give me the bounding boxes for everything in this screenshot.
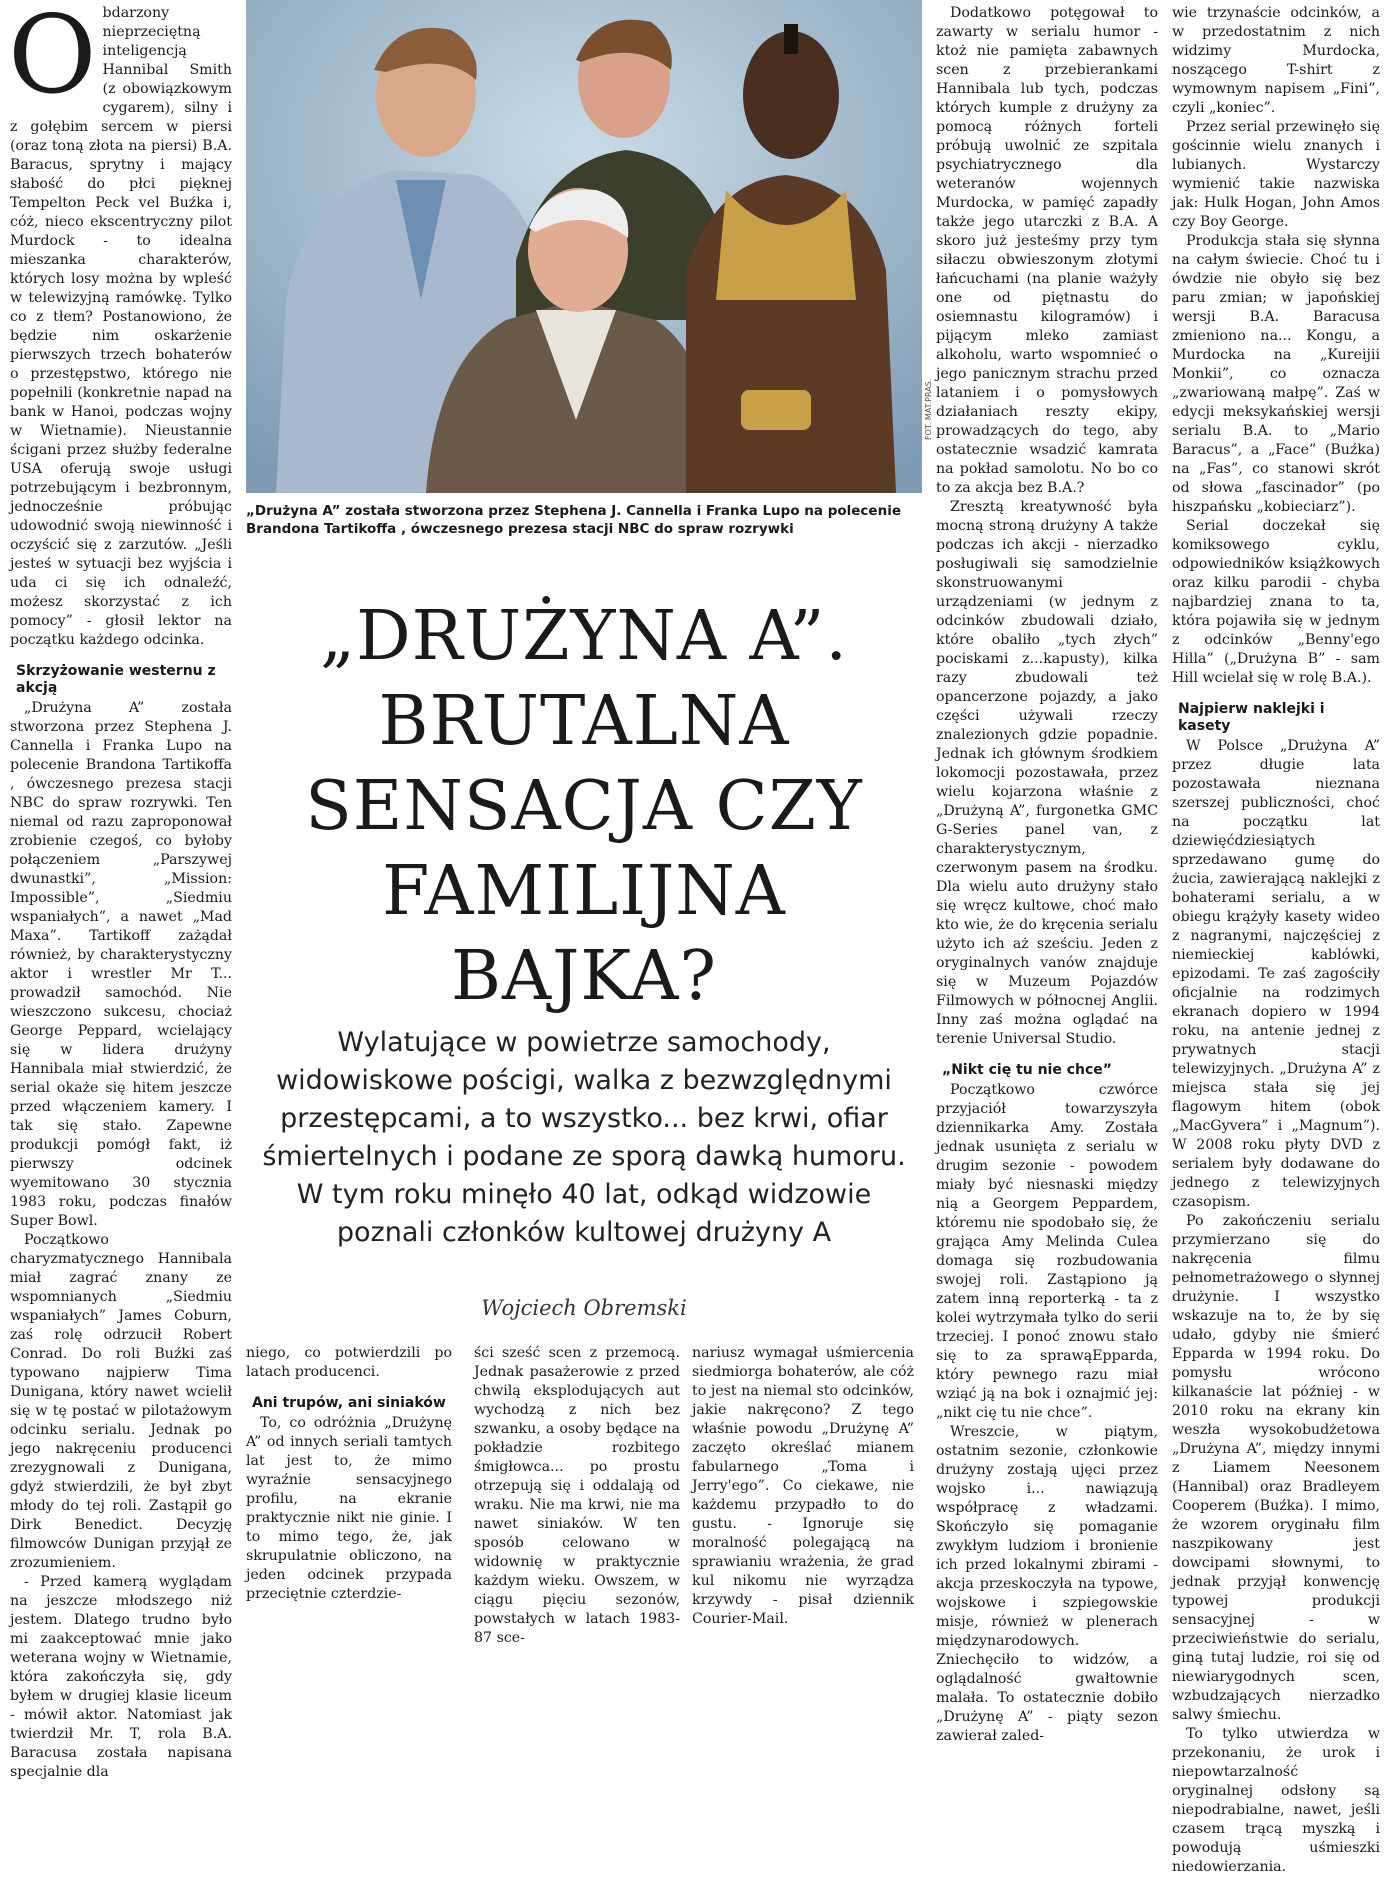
paragraph: To, co odróżnia „Drużynę A” od innych seriali tamtych lat jest to, że mimo wyraźnie sensacyjnego profilu, na ekranie praktycznie nikt nie ginie. I to mimo tego, że, jak skrupulatnie obliczono, na jeden odcinek przypada przeciętnie czterdzie- <box>246 1415 452 1602</box>
paragraph: Zresztą kreatywność była mocną stroną drużyny A także podczas ich akcji - nierzadko posługiwali się samodzielnie skonstruowanymi urządzeniami (w jednym z odcinków zbudowali działo, które obaliło „tych złych” pociskami z...kapusty), kilka razy zbudowali też opancerzone pojazdy, a jako części używali rzeczy znalezionych gdzie popadnie. Jednak ich głównym środkiem lokomocji pozostawała, przez wielu kojarzona właśnie z „Drużyną A”, furgonetka GMC G-Series panel van, z charakterystycznym, czerwonym pasem na środku. Dla wielu auto drużyny stało się wręcz kultowe, choć mało kto wie, że do kręcenia serialu użyto ich aż sześciu. Jeden z oryginalnych vanów znajduje się w Muzeum Pojazdów Filmowych w północnej Anglii. Inny zaś można oglądać na terenie Universal Studio. <box>936 499 1158 1047</box>
column-6 <box>1172 4 1380 1877</box>
column-5 <box>936 4 1158 1746</box>
paragraph: W Polsce „Drużyna A” przez długie lata pozostawała nieznana szerszej publiczności, choć na początku lat dziewięćdziesiątych sprzedawano gumę do żucia, zawierającą naklejki z bohaterami serialu, a w obiegu krążyły kasety wideo z nagranymi, najczęściej z niemieckiej kablówki, epizodami. Te zaś zagościły oficjalnie na rodzimych ekranach dopiero w 1994 roku, na antenie jednej z prywatnych stacji telewizyjnych. „Drużyna A” z miejsca stała się jej flagowym hitem (obok „MacGyvera” i „Magnum”). W 2008 roku płyty DVD z serialem były dodawane do jednego z telewizyjnych czasopism. <box>1172 738 1380 1210</box>
subheading: Skrzyżowanie westernu z akcją <box>16 663 216 696</box>
intro-paragraph: Obdarzony nieprzeciętną inteligencją Hannibal Smith (z obowiązkowym cygarem), silny i z gołębim sercem w piersi (oraz toną złota na piersi) B.A. Baracus, sprytny i mający słabość do płci pięknej Tempelton Peck vel Buźka i, cóż, nieco ekscentryczny pilot Murdock - to idealna mieszanka charakterów, których losy można by wpleść w telewizyjną ramówkę. Tylko co z tłem? Postanowiono, że będzie nim oskarżenie pierwszych trzech bohaterów o przestępstwo, którego nie popełnili (konkretnie napad na bank w Hanoi, podczas wojny w Wietnamie). Nieustannie ścigani przez służby federalne USA oferują swoje usługi potrzebującym i bezbronnym, jednocześnie próbując udowodnić swoją niewinność i oczyścić się z zarzutów. „Jeśli jesteś w sytuacji bez wyjścia i uda ci się ich odnaleźć, możesz skorzystać z ich pomocy” - głosił lektor na początku każdego odcinka. <box>8 0 232 648</box>
subheading: Ani trupów, ani siniaków <box>252 1395 446 1411</box>
paragraph: wie trzynaście odcinków, a w przedostatnim z nich widzimy Murdocka, noszącego T-shirt z wymownym napisem „Fini”, czyli „koniec”. <box>1172 5 1380 116</box>
headline: „DRUŻYNA A”. BRUTALNA SENSACJA CZY FAMILIJNA BAJKA? <box>305 597 863 1016</box>
subheading: „Nikt cię tu nie chce” <box>942 1062 1112 1078</box>
lead-paragraph: Wylatujące w powietrze samochody, widowiskowe pościgi, walka z bezwzględnymi przestępcami, a to wszystko... bez krwi, ofiar śmiertelnych i podane ze sporą dawką humoru. W tym roku minęło 40 lat, odkąd widzowie poznali członków kultowej drużyny A <box>262 1027 906 1248</box>
column-4 <box>692 1344 914 1629</box>
paragraph: Początkowo charyzmatycznego Hannibala miał zagrać znany ze wspomnianych „Siedmiu wspaniałych” James Coburn, zaś rolę odrzucił Robert Conrad. Do roli Buźki zaś typowano najpierw Tima Dunigana, który nawet wcielił się w tę postać w pilotażowym odcinku serialu. Jednak po jego nakręceniu producenci zrezygnowali z Dunigana, gdyż stwierdzili, że był zbyt młody do tej roli. Zastąpił go Dirk Benedict. Decyzję filmowców Dunigan przyjął ze zrozumieniem. <box>10 1232 232 1571</box>
photo-caption: „Drużyna A” została stworzona przez Stephena J. Cannella i Franka Lupo na polecenie Brandona Tartikoffa , ówczesnego prezesa stacji NBC do spraw rozrywki <box>246 503 901 537</box>
column-3 <box>474 1344 680 1648</box>
paragraph: „Drużyna A” została stworzona przez Stephena J. Cannella i Franka Lupo na polecenie Brandona Tartikoffa , ówczesnego prezesa stacji NBC do spraw rozrywki. Ten niemal od razu zaproponował zrobienie czegoś, co byłoby połączeniem „Parszywej dwunastki”, „Mission: Impossible”, „Siedmiu wspaniałych”, a nawet „Mad Maxa”. Tartikoff zażądał również, by charakterystyczny aktor i wrestler Mr T... prowadził samochód. Nie wieszczono sukcesu, chociaż George Peppard, wcielający się w lidera drużyny Hannibala miał stwierdzić, że serial okaże się hitem jeszcze przed włączeniem kamery. I tak się stało. Zapewne produkcji pomógł fakt, iż pierwszy odcinek wyemitowano 30 stycznia 1983 roku, podczas finałów Super Bowl. <box>10 700 232 1229</box>
paragraph: Wreszcie, w piątym, ostatnim sezonie, członkowie drużyny zostają ujęci przez wojsko i... nawiązują współpracę z władzami. Skończyło się pomaganie zwykłym ludziom i bronienie ich przed lokalnymi zbirami - akcja przeskoczyła na typowe, wojskowe i szpiegowskie misje, również w plenerach międzynarodowych. Zniechęciło to widzów, a oglądalność gwałtownie malała. To ostatecznie dobiło „Drużynę A” - piąty sezon zawierał zaled- <box>936 1424 1158 1744</box>
paragraph: niego, co potwierdzili po latach producenci. <box>246 1345 452 1380</box>
column-2 <box>246 1344 452 1604</box>
paragraph: nariusz wymagał uśmiercenia siedmiorga bohaterów, ale cóż to jest na niemal sto odcinków, jakie nakręcono? Z tego właśnie powodu „Drużynę A” zaczęto określać mianem fabularnego „Toma i Jerry'ego”. Co ciekawe, nie każdemu przypadło to do gustu. - Ignoruje się moralność polegającą na sprawianiu wrażenia, że grad kul nikomu nie wyrządza krzywdy - pisał dziennik Courier-Mail. <box>692 1345 914 1627</box>
author-byline: Wojciech Obremski <box>481 1296 687 1320</box>
paragraph: Serial doczekał się komiksowego cyklu, odpowiedników książkowych oraz kilku parodii - chyba najbardziej znana to ta, która pojawiła się w jednym z odcinków „Benny'ego Hilla” („Drużyna B” - sam Hill wcielał się w rolę B.A.). <box>1172 518 1380 686</box>
paragraph: To tylko utwierdza w przekonaniu, że urok i niepowtarzalność oryginalnej odsłony są niepodrabialne, nawet, jeśli czasem trącą myszką i powodują uśmieszki niedowierzania. <box>1172 1726 1380 1875</box>
paragraph: Po zakończeniu serialu przymierzano się do nakręcenia filmu pełnometrażowego o słynnej drużynie. I wszystko wskazuje na to, że by się udało, gdyby nie śmierć Epparda w 1994 roku. Do pomysłu wrócono kilkanaście lat później - w 2010 roku na ekrany kin weszła wysokobudżetowa „Drużyna A”, między innymi z Liamem Neesonem (Hannibal) oraz Bradleyem Cooperem (Buźka). I mimo, że wzorem oryginału film naszpikowany jest dowcipami słownymi, to jednak przyjął konwencję typowej produkcji sensacyjnej - w przeciwieństwie do serialu, giną tutaj ludzie, roi się od niewiarygodnych scen, wzbudzających nierzadko salwy śmiechu. <box>1172 1213 1380 1723</box>
paragraph: Początkowo czwórce przyjaciół towarzyszyła dziennikarka Amy. Została jednak usunięta z serialu w drugim sezonie - powodem miały być niesnaski między nią a Georgem Peppardem, któremu nie spodobało się, że grająca Amy Melinda Culea domaga się rozbudowania swojej roli. Zastąpiono ją zatem inną reporterką - ta z kolei wytrzymała tylko do serii trzeciej. I ponoć znowu stało się to za sprawąEpparda, który pewnego razu miał wziąć ją na bok i oznajmić jej: „nikt cię tu nie chce”. <box>936 1082 1158 1421</box>
column-1 <box>8 0 232 1782</box>
paragraph: Przez serial przewinęło się gościnnie wielu znanych i lubianych. Wystarczy wymienić takie nazwiska jak: Hulk Hogan, John Amos czy Boy George. <box>1172 119 1380 230</box>
subheading: Najpierw naklejki i kasety <box>1178 701 1325 734</box>
paragraph: ści sześć scen z przemocą. Jednak pasażerowie z przed chwilą eksplodujących aut wychodzą z nich bez szwanku, a osoby będące na pokładzie rozbitego śmigłowca... po prostu otrzepują się i oddalają od wraku. Nie ma krwi, nie ma nawet siniaków. W ten sposób celowano w widownię w praktycznie każdym wieku. Owszem, w ciągu pięciu sezonów, powstałych w latach 1983-87 sce- <box>474 1345 680 1646</box>
paragraph: Dodatkowo potęgował to zawarty w serialu humor - ktoż nie pamięta zabawnych scen z przebierankami Hannibala lub tych, podczas których kumple z drużyny za pomocą różnych forteli próbują uwolnić ze szpitala psychiatrycznego dla weteranów wojennych Murdocka, w pamięć zapadły także jego utarczki z B.A. A skoro już jesteśmy przy tym siłaczu obwieszonym złotymi łańcuchami (na planie ważyły one od piętnastu do osiemnastu kilogramów) i pijącym mleko zamiast alkoholu, warto wspomnieć o jego panicznym strachu przed lataniem i o pomysłowych działaniach reszty ekipy, prowadzących do tego, aby ostatecznie wsadzić kamrata na pokład samolotu. No bo co to za akcja bez B.A.? <box>936 5 1158 496</box>
photo-credit: FOT. MAT.PRAS. <box>924 378 933 440</box>
dropcap: O <box>8 0 97 118</box>
paragraph: - Przed kamerą wyglądam na jeszcze młodszego niż jestem. Dlatego trudno było mi zaakceptować mnie jako weterana wojny w Wietnamie, która zakończyła się, gdy byłem w drugiej klasie liceum - mówił aktor. Natomiast jak twierdził Mr. T, rola B.A. Baracusa została napisana specjalnie dla <box>10 1574 232 1780</box>
cast-photo <box>246 0 922 493</box>
paragraph: Produkcja stała się słynna na całym świecie. Choć tu i ówdzie nie obyło się bez paru zmian; w japońskiej wersji B.A. Baracusa zmieniono na... Kongu, a Murdocka na „Kureijii Monkii”, co oznacza „zwariowaną małpę”. Zaś w edycji meksykańskiej wersji serialu B.A. to „Mario Baracus”, a „Face” (Buźka) na „Fas”, co stanowi skrót od słowa „fascinador” (po hiszpańsku „kobieciarz”). <box>1172 233 1380 515</box>
